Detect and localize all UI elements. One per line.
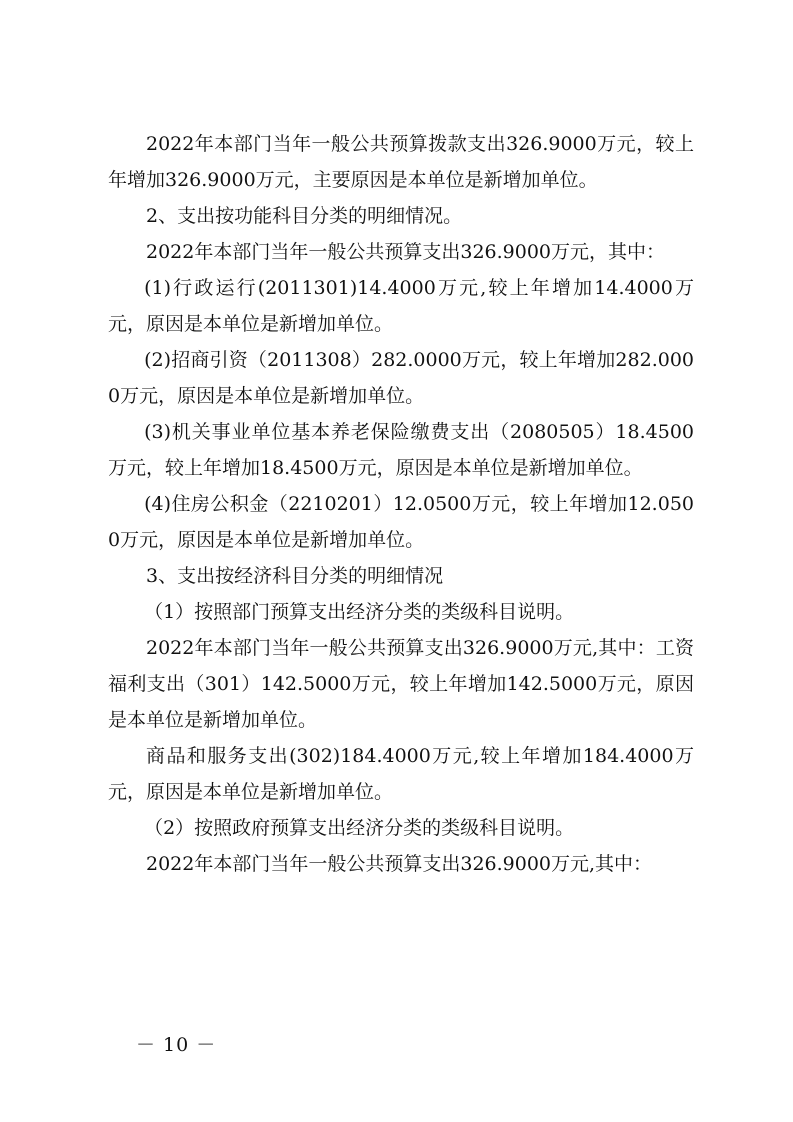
paragraph-salary-welfare: 2022年本部门当年一般公共预算支出326.9000万元,其中：工资福利支出（301）142.5000万元，较上年增加142.5000万元，原因是本单位是新增加单位。 [108, 637, 694, 731]
paragraph-goods-services: 商品和服务支出(302)184.4000万元,较上年增加184.4000万元，原因是本单位是新增加单位。 [108, 745, 694, 803]
paragraph-item-admin-operation: (1)行政运行(2011301)14.4000万元,较上年增加14.4000万元，原因是本单位是新增加单位。 [108, 277, 694, 335]
body-text [108, 126, 694, 882]
heading-economic-classification: 3、支出按经济科目分类的明细情况 [146, 565, 444, 587]
paragraph-item-pension-insurance: (3)机关事业单位基本养老保险缴费支出（2080505）18.4500万元，较上年增加18.4500万元，原因是本单位是新增加单位。 [108, 421, 694, 479]
paragraph-item-investment-promotion: (2)招商引资（2011308）282.0000万元，较上年增加282.0000万元，原因是本单位是新增加单位。 [108, 349, 694, 407]
heading-functional-classification: 2、支出按功能科目分类的明细情况。 [146, 205, 463, 227]
paragraph-government-total: 2022年本部门当年一般公共预算支出326.9000万元,其中： [146, 853, 653, 875]
page-number: － 10 － [136, 1034, 217, 1056]
paragraph-functional-total: 2022年本部门当年一般公共预算支出326.9000万元，其中： [146, 241, 666, 263]
subheading-department-economic: （1）按照部门预算支出经济分类的类级科目说明。 [144, 601, 575, 623]
paragraph-budget-total: 2022年本部门当年一般公共预算拨款支出326.9000万元，较上年增加326.9000万元，主要原因是本单位是新增加单位。 [108, 133, 694, 191]
subheading-government-economic: （2）按照政府预算支出经济分类的类级科目说明。 [144, 817, 575, 839]
paragraph-item-housing-fund: (4)住房公积金（2210201）12.0500万元，较上年增加12.0500万元，原因是本单位是新增加单位。 [108, 493, 694, 551]
